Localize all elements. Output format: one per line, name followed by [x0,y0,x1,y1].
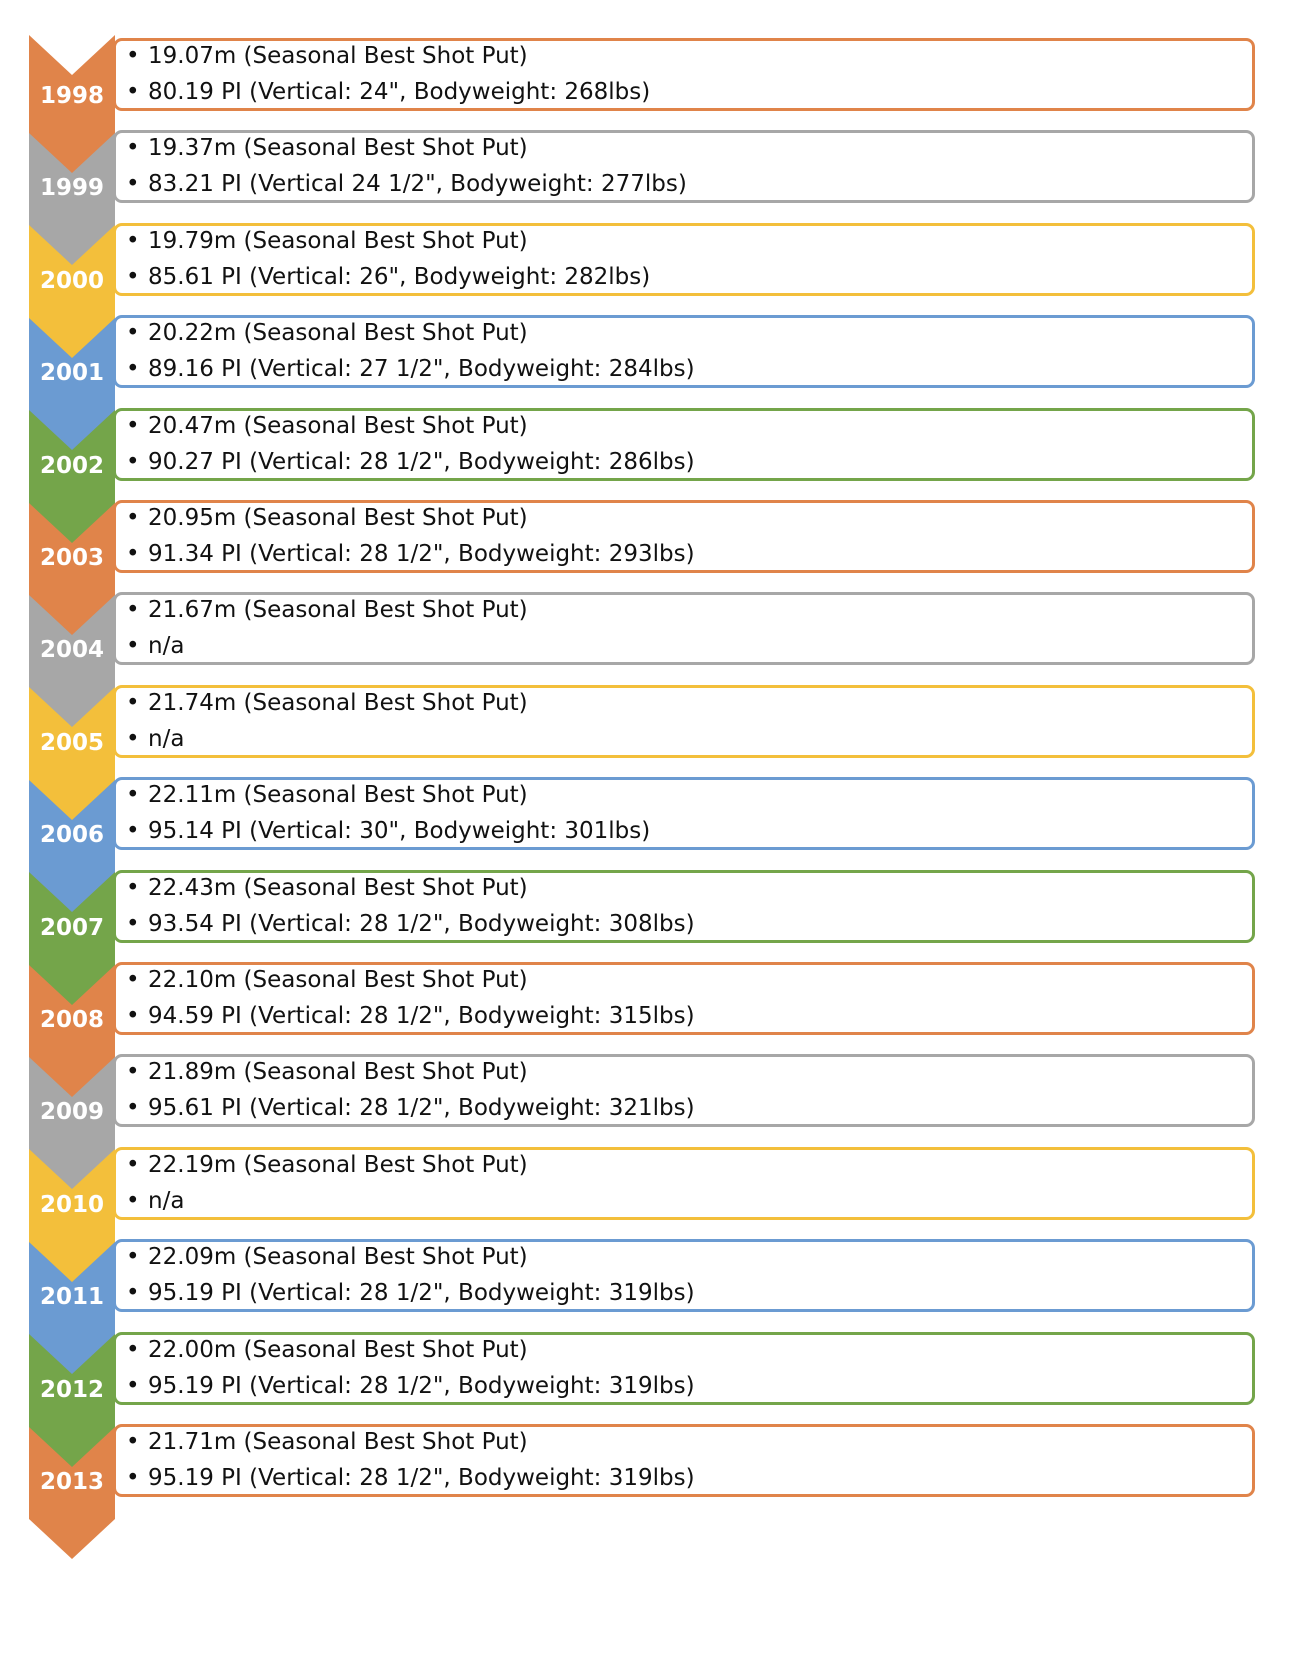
power-index-entry [126,169,687,199]
timeline-row [0,959,1308,1057]
shot-put-entry [126,1150,528,1180]
power-index-entry [126,1278,695,1308]
timeline-row [0,312,1308,410]
bullet-icon: • [126,320,140,347]
entry-text: 89.16 PI (Vertical: 27 1/2", Bodyweight: 284lbs) [148,356,695,383]
year-label: 2011 [39,1284,104,1311]
shot-put-entry [126,133,528,163]
bullet-icon: • [126,725,140,752]
power-index-entry [126,77,650,107]
bullet-icon: • [126,135,140,162]
power-index-entry [126,724,184,754]
entry-text: 95.19 PI (Vertical: 28 1/2", Bodyweight: 319lbs) [148,1280,695,1307]
bullet-icon: • [126,505,140,531]
year-label: 2003 [39,545,104,571]
year-label: 2008 [39,1007,104,1033]
timeline-row [0,1421,1308,1519]
shot-put-entry [126,1242,528,1272]
entry-text: 19.79m (Seasonal Best Shot Put) [148,227,528,254]
bullet-icon: • [126,967,140,993]
entry-text: 19.07m (Seasonal Best Shot Put) [148,43,528,69]
power-index-entry [126,1186,184,1216]
year-label: 2010 [39,1191,104,1218]
entry-text: 20.95m (Seasonal Best Shot Put) [148,505,528,531]
power-index-entry [126,1463,695,1493]
bullet-icon: • [126,79,140,105]
year-label: 1999 [39,175,104,202]
bullet-icon: • [126,1465,140,1491]
bullet-icon: • [126,1003,140,1029]
entry-text: 90.27 PI (Vertical: 28 1/2", Bodyweight: 286lbs) [148,448,695,475]
entry-text: 22.00m (Seasonal Best Shot Put) [148,1336,528,1363]
year-label: 2000 [39,267,104,294]
timeline-row [0,1051,1308,1149]
bullet-icon: • [126,412,140,439]
entry-text: n/a [148,1187,185,1214]
shot-put-entry [126,226,528,256]
entry-text: 95.61 PI (Vertical: 28 1/2", Bodyweight: 321lbs) [148,1095,695,1122]
bullet-icon: • [126,448,140,475]
bullet-icon: • [126,910,140,937]
entry-text: n/a [148,725,185,752]
entry-text: 22.43m (Seasonal Best Shot Put) [148,874,528,901]
entry-text: 93.54 PI (Vertical: 28 1/2", Bodyweight: 308lbs) [148,910,695,937]
entry-text: 95.19 PI (Vertical: 28 1/2", Bodyweight: 319lbs) [148,1465,695,1491]
year-label: 1998 [39,83,104,109]
shot-put-entry [126,1427,528,1457]
bullet-icon: • [126,43,140,69]
year-label: 2007 [39,914,104,941]
entry-text: 22.11m (Seasonal Best Shot Put) [148,782,528,809]
year-label: 2005 [39,729,104,756]
bullet-icon: • [126,227,140,254]
entry-text: 19.37m (Seasonal Best Shot Put) [148,135,528,162]
entry-text: 83.21 PI (Vertical 24 1/2", Bodyweight: 277lbs) [148,171,687,198]
year-label: 2009 [39,1099,104,1126]
entry-text: n/a [148,633,185,660]
entry-text: 22.10m (Seasonal Best Shot Put) [148,967,528,993]
timeline-row [0,497,1308,595]
bullet-icon: • [126,597,140,624]
bullet-icon: • [126,1280,140,1307]
entry-text: 21.67m (Seasonal Best Shot Put) [148,597,528,624]
shot-put-entry [126,1335,528,1365]
timeline-row [0,589,1308,687]
power-index-entry [126,909,695,939]
shot-put-entry [126,688,528,718]
year-label: 2002 [39,452,104,479]
timeline-row [0,127,1308,225]
year-label: 2012 [39,1376,104,1403]
timeline-row [0,1144,1308,1242]
shot-put-entry [126,41,528,71]
entry-text: 22.09m (Seasonal Best Shot Put) [148,1244,528,1271]
timeline-row [0,220,1308,318]
power-index-entry [126,539,695,569]
bullet-icon: • [126,171,140,198]
timeline-row [0,774,1308,872]
entry-text: 80.19 PI (Vertical: 24", Bodyweight: 268lbs) [148,79,651,105]
power-index-entry [126,816,650,846]
power-index-entry [126,1001,695,1031]
power-index-entry [126,262,650,292]
bullet-icon: • [126,356,140,383]
shot-put-entry [126,595,528,625]
timeline-row [0,35,1308,133]
bullet-icon: • [126,541,140,567]
bullet-icon: • [126,1095,140,1122]
timeline-row [0,1329,1308,1427]
timeline-row [0,867,1308,965]
entry-text: 20.22m (Seasonal Best Shot Put) [148,320,528,347]
power-index-entry [126,354,695,384]
year-label: 2006 [39,822,104,849]
year-label: 2013 [39,1469,104,1495]
year-label: 2001 [39,360,104,387]
bullet-icon: • [126,1336,140,1363]
bullet-icon: • [126,1244,140,1271]
shot-put-entry [126,965,528,995]
bullet-icon: • [126,1151,140,1178]
bullet-icon: • [126,1059,140,1086]
entry-text: 22.19m (Seasonal Best Shot Put) [148,1151,528,1178]
entry-text: 20.47m (Seasonal Best Shot Put) [148,412,528,439]
entry-text: 85.61 PI (Vertical: 26", Bodyweight: 282lbs) [148,263,651,290]
entry-text: 21.89m (Seasonal Best Shot Put) [148,1059,528,1086]
shot-put-entry [126,780,528,810]
bullet-icon: • [126,818,140,845]
entry-text: 95.14 PI (Vertical: 30", Bodyweight: 301lbs) [148,818,651,845]
bullet-icon: • [126,263,140,290]
power-index-entry [126,1371,695,1401]
entry-text: 21.71m (Seasonal Best Shot Put) [148,1429,528,1455]
shot-put-entry [126,873,528,903]
bullet-icon: • [126,1429,140,1455]
bullet-icon: • [126,1372,140,1399]
entry-text: 94.59 PI (Vertical: 28 1/2", Bodyweight: 315lbs) [148,1003,695,1029]
entry-text: 21.74m (Seasonal Best Shot Put) [148,689,528,716]
timeline-row [0,405,1308,503]
shot-put-entry [126,318,528,348]
year-label: 2004 [39,637,104,664]
shot-put-entry [126,411,528,441]
timeline-row [0,682,1308,780]
shot-put-entry [126,503,528,533]
power-index-entry [126,447,695,477]
bullet-icon: • [126,782,140,809]
bullet-icon: • [126,633,140,660]
shot-put-entry [126,1057,528,1087]
bullet-icon: • [126,689,140,716]
entry-text: 91.34 PI (Vertical: 28 1/2", Bodyweight: 293lbs) [148,541,695,567]
timeline-row [0,1236,1308,1334]
bullet-icon: • [126,1187,140,1214]
power-index-entry [126,1093,695,1123]
bullet-icon: • [126,874,140,901]
power-index-entry [126,631,184,661]
entry-text: 95.19 PI (Vertical: 28 1/2", Bodyweight: 319lbs) [148,1372,695,1399]
